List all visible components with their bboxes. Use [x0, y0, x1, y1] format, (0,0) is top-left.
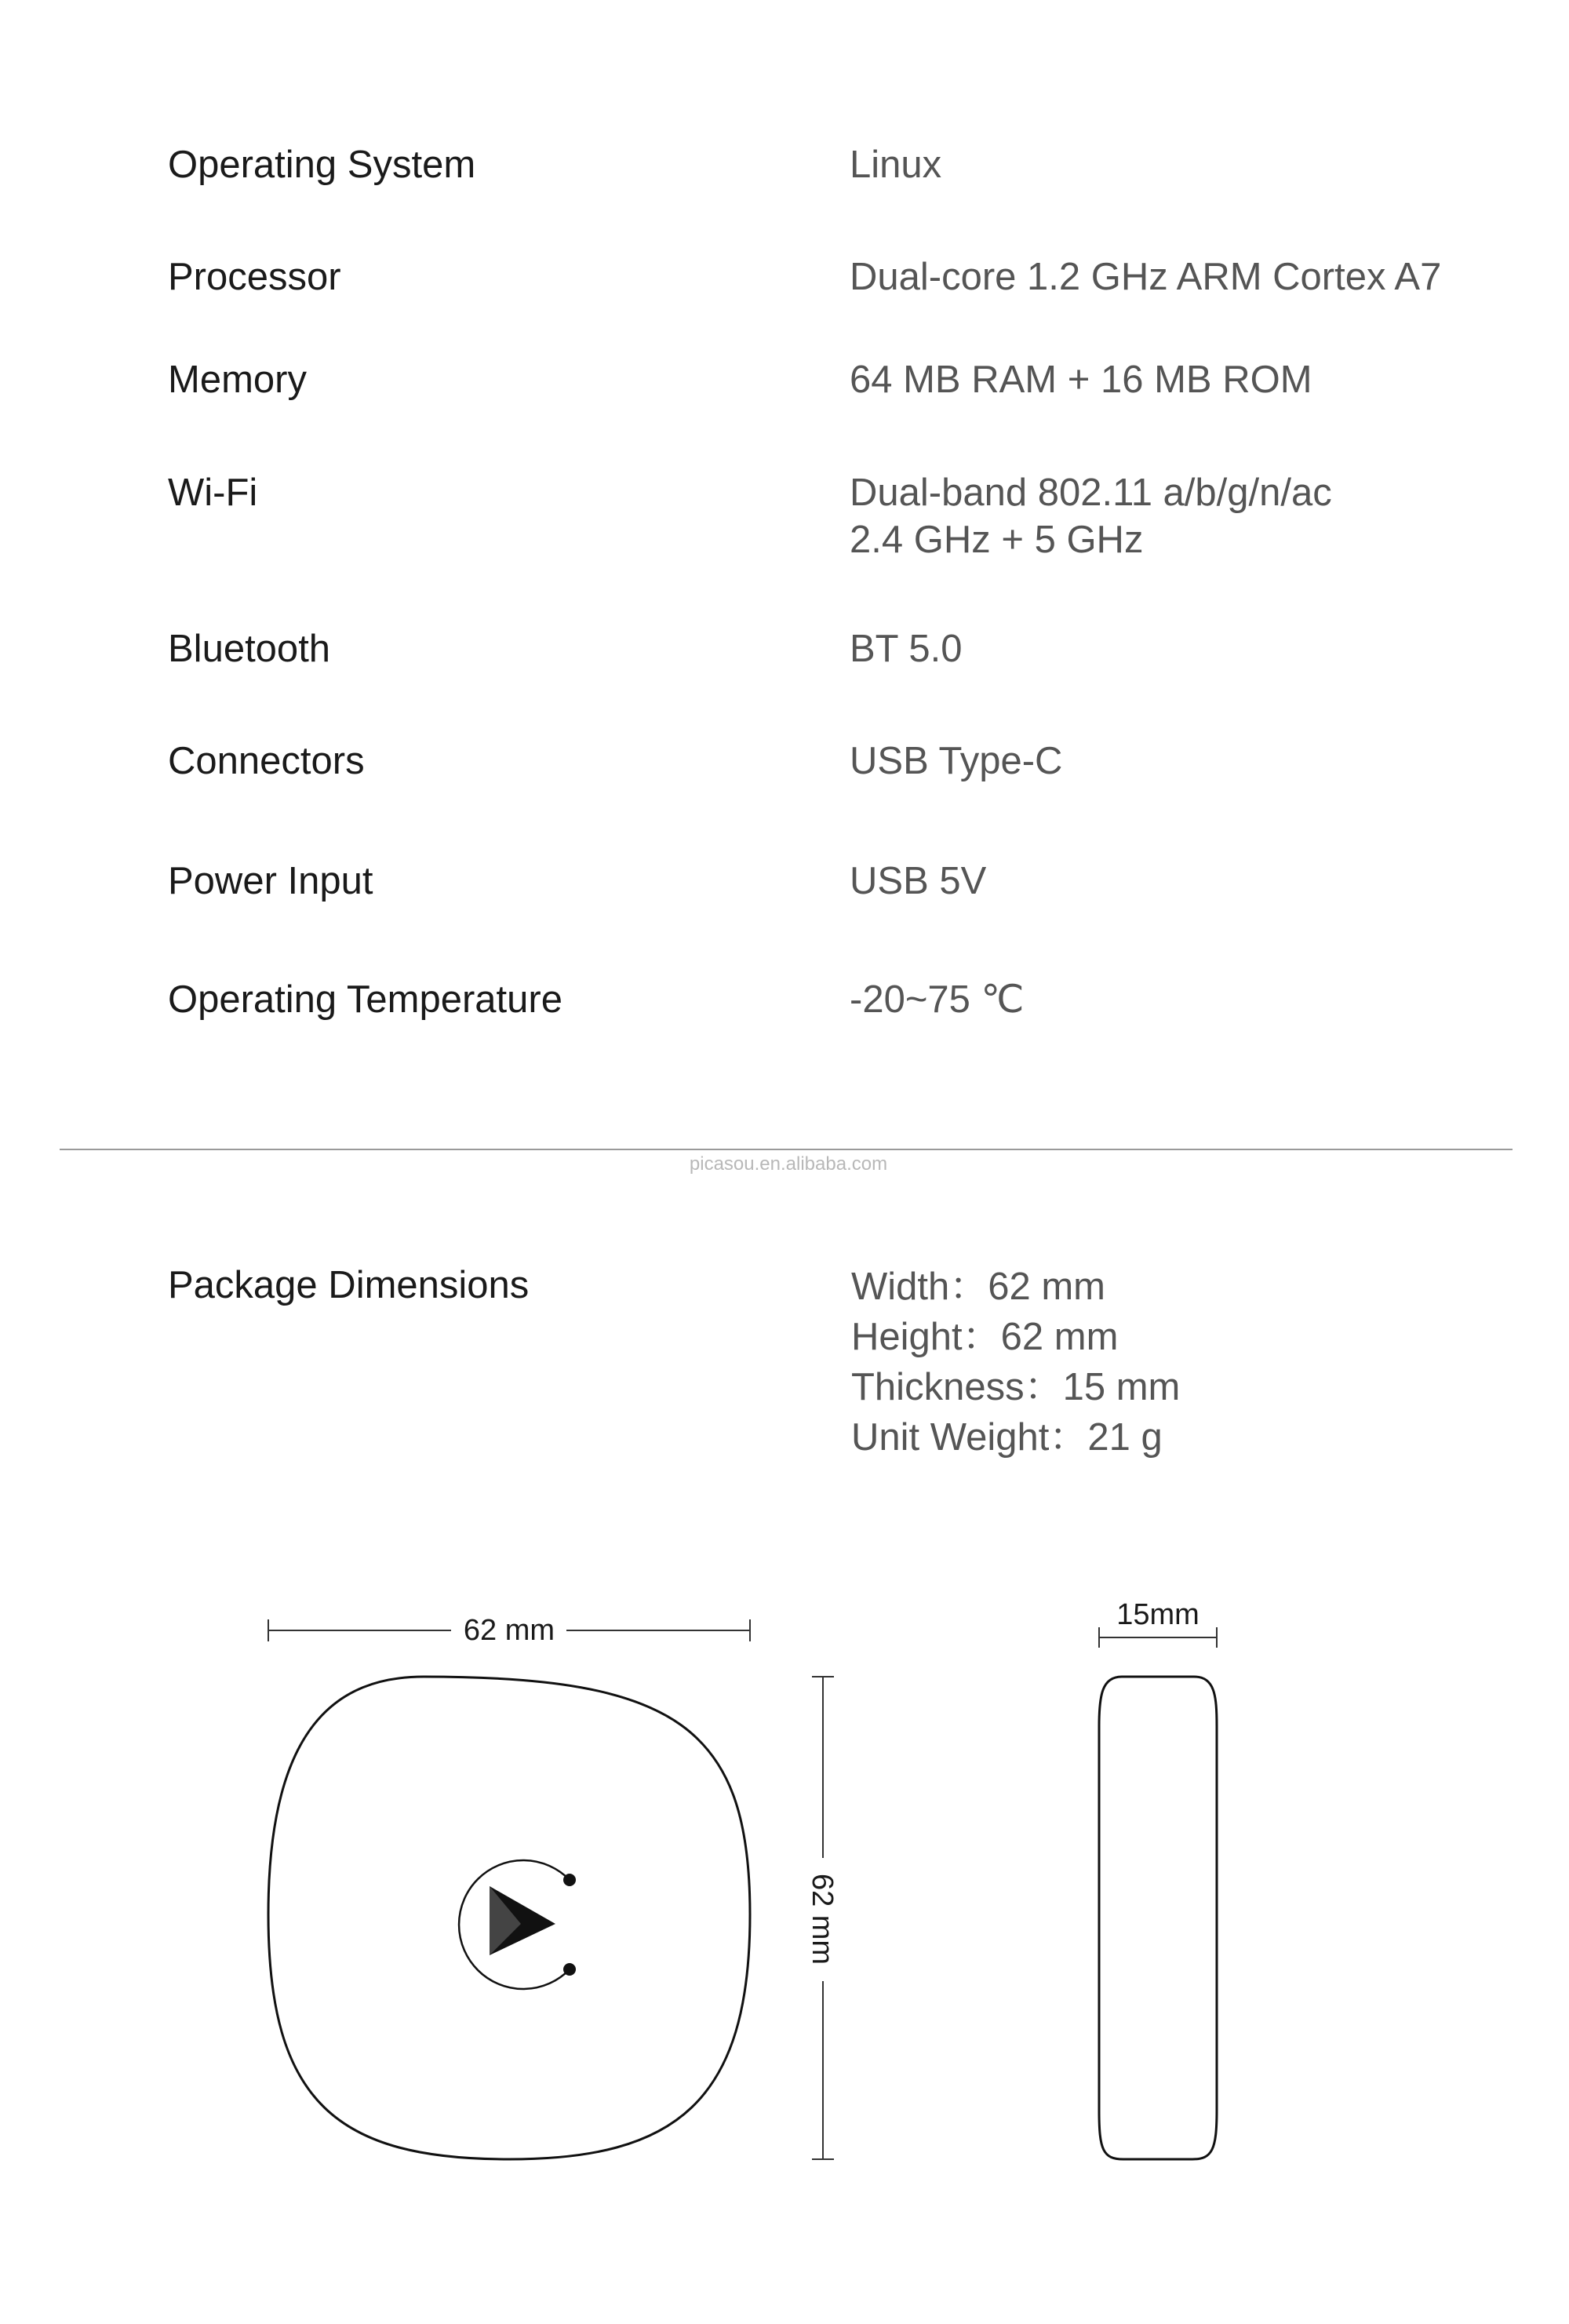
spec-value-line: BT 5.0	[850, 628, 963, 670]
spec-label-bluetooth: Bluetooth	[168, 628, 331, 670]
spec-value-line: Dual-core 1.2 GHz ARM Cortex A7	[850, 256, 1442, 298]
spec-label-memory: Memory	[168, 359, 307, 401]
spec-label-connectors: Connectors	[168, 740, 365, 782]
spec-value-line: 2.4 GHz + 5 GHz	[850, 519, 1144, 561]
logo-ring-dot-top	[563, 1874, 576, 1886]
spec-value-line: USB 5V	[850, 860, 987, 902]
spec-label-operating-system: Operating System	[168, 144, 476, 186]
package-dimensions-label: Package Dimensions	[168, 1264, 530, 1306]
front-width-label: 62 mm	[463, 1614, 555, 1647]
package-thickness: Thickness：15 mm	[851, 1366, 1181, 1408]
spec-label-power-input: Power Input	[168, 860, 373, 902]
logo-ring-dot-bottom	[563, 1963, 576, 1976]
spec-value-line: 64 MB RAM + 16 MB ROM	[850, 359, 1312, 401]
play-triangle-logo-icon	[490, 1886, 555, 1955]
side-thickness-label: 15mm	[1116, 1598, 1200, 1631]
package-height: Height：62 mm	[851, 1316, 1119, 1358]
spec-value-line: USB Type-C	[850, 740, 1063, 782]
side-view-outline	[1099, 1677, 1217, 2159]
package-unit-weight: Unit Weight：21 g	[851, 1416, 1163, 1459]
package-width: Width：62 mm	[851, 1266, 1106, 1308]
front-height-label: 62 mm	[806, 1873, 839, 1965]
spec-label-wifi: Wi-Fi	[168, 472, 258, 514]
spec-label-operating-temperature: Operating Temperature	[168, 978, 562, 1021]
spec-value-line: -20~75 ℃	[850, 978, 1025, 1021]
spec-label-processor: Processor	[168, 256, 341, 298]
spec-value-line: Dual-band 802.11 a/b/g/n/ac	[850, 472, 1332, 514]
spec-value-line: Linux	[850, 144, 942, 186]
watermark: picasou.en.alibaba.com	[689, 1153, 888, 1175]
